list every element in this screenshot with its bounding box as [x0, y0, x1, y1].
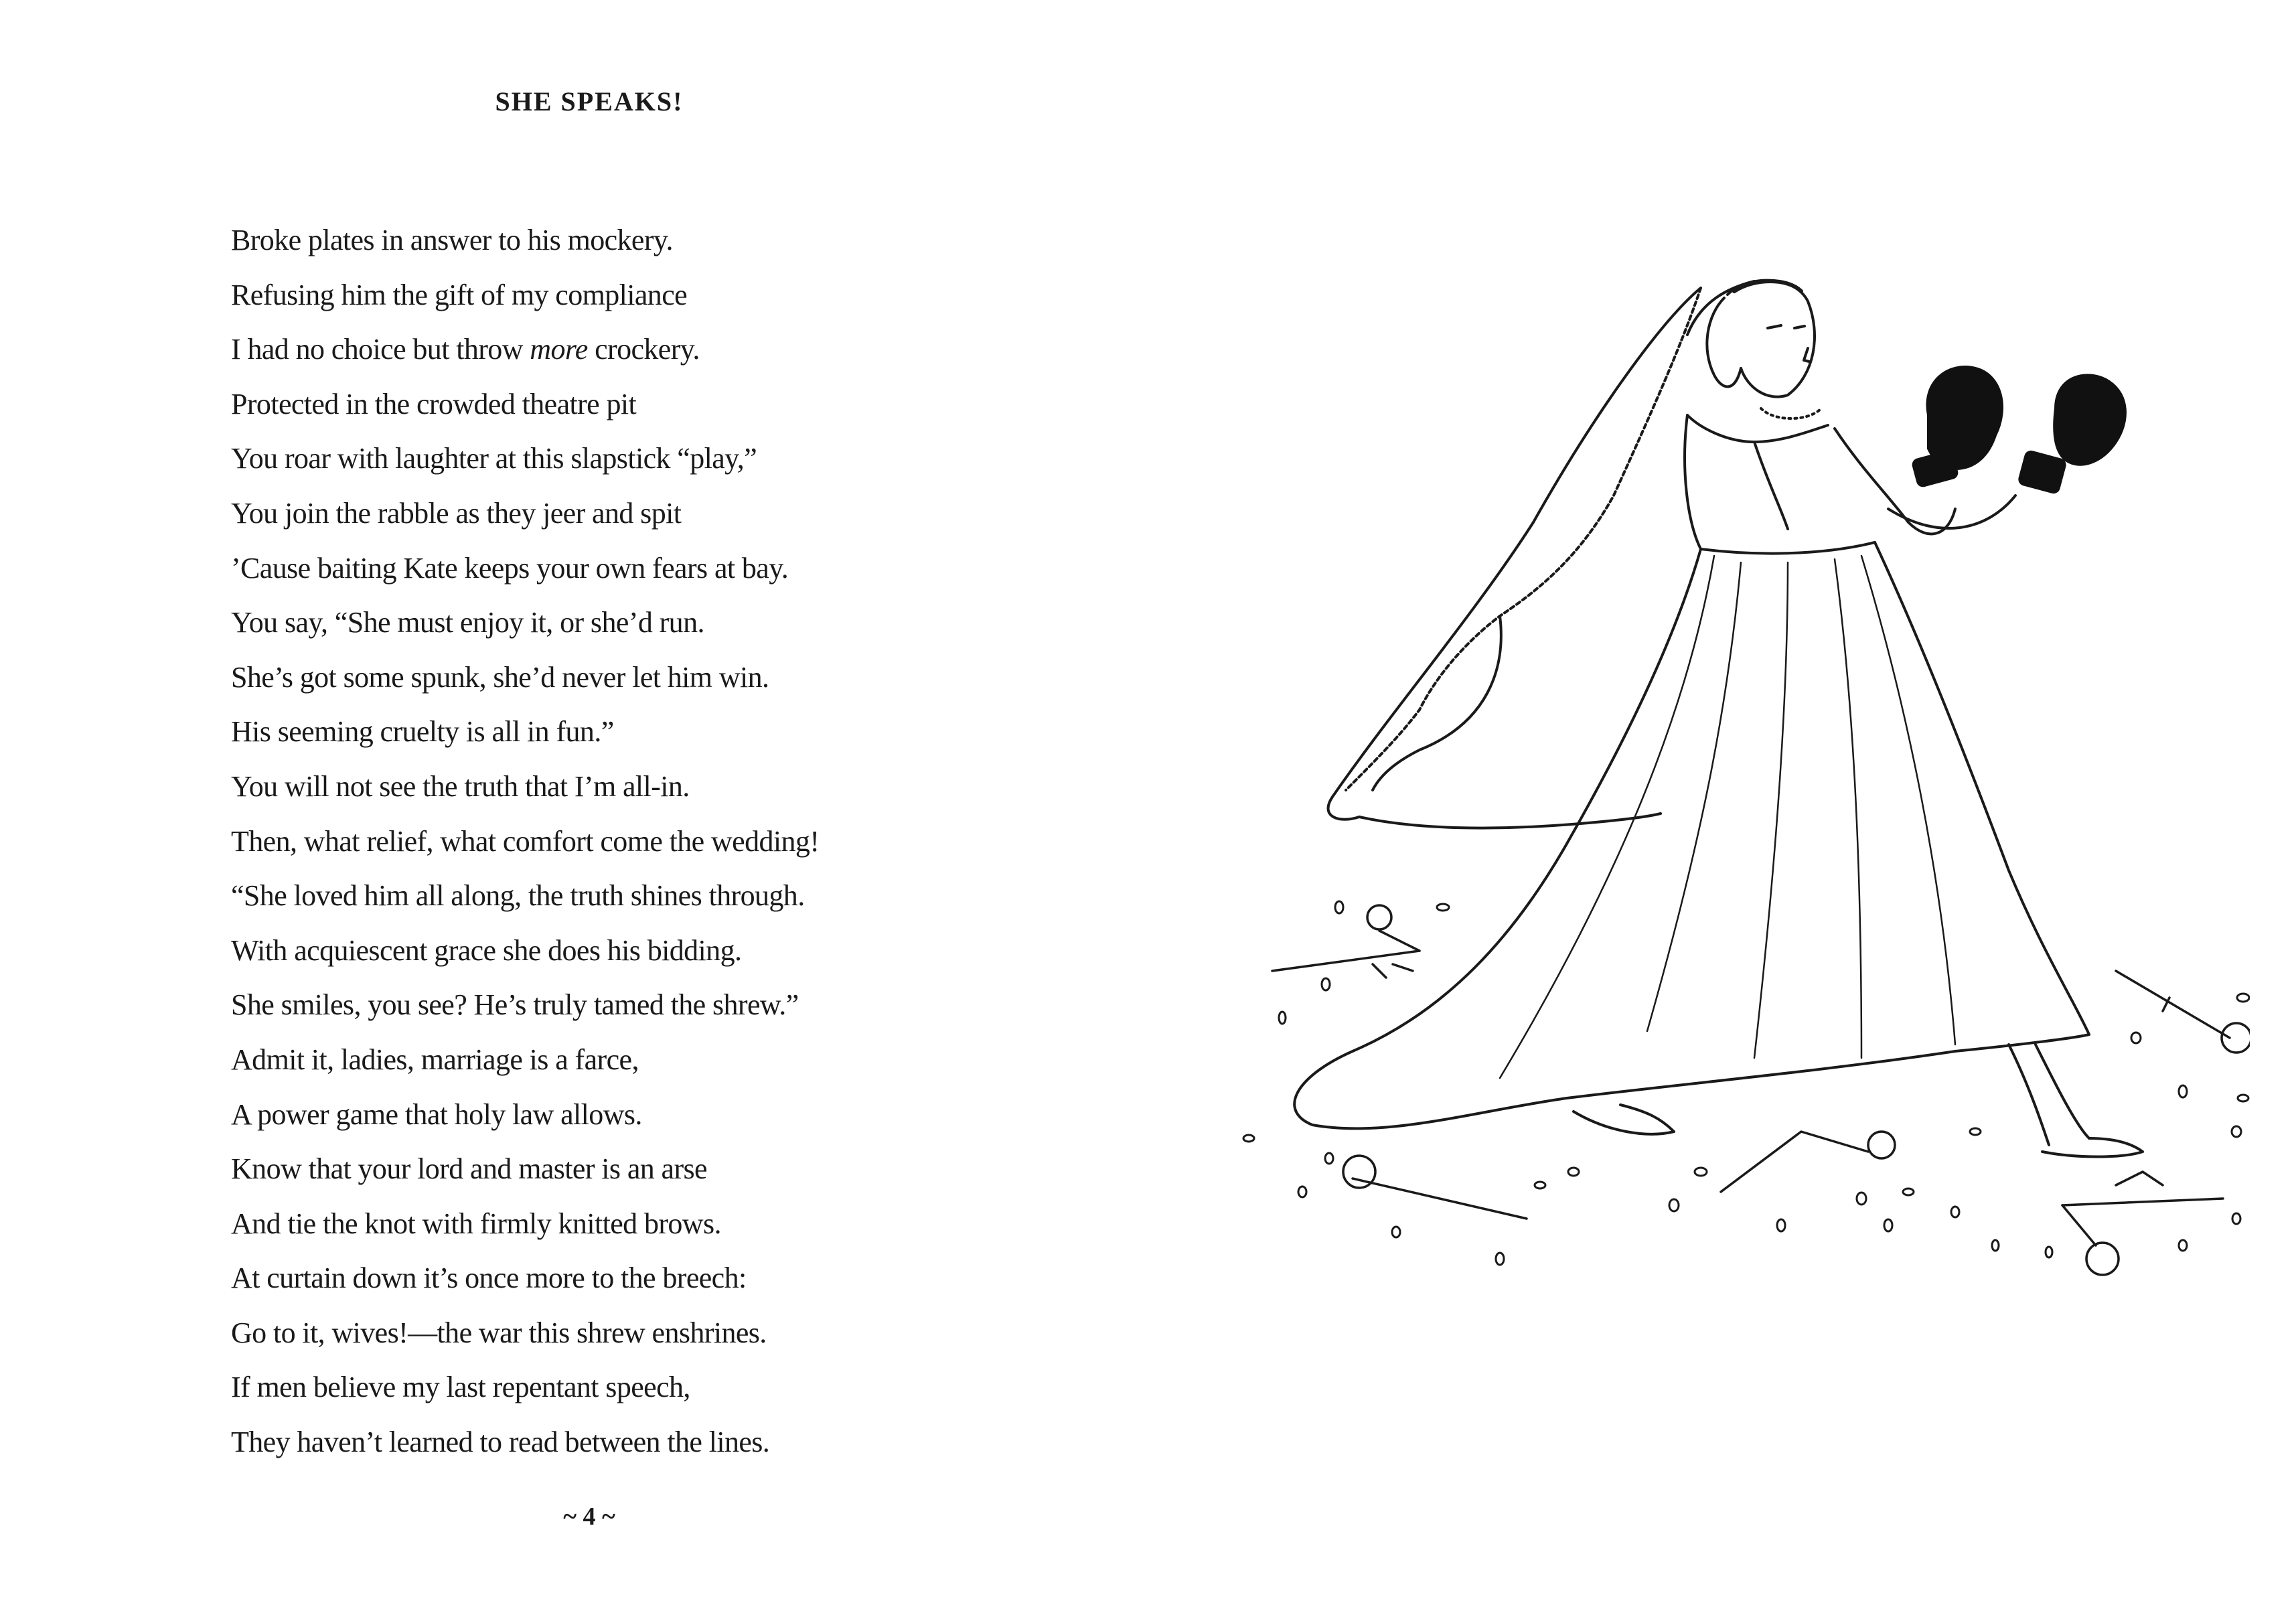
poem-line	[231, 1032, 819, 1087]
poem-line-text: With acquiescent grace she does his bidding.	[231, 933, 742, 967]
poem-line	[231, 1142, 819, 1197]
poem-line-text: You say, “She must enjoy it, or she’d run.	[231, 606, 704, 639]
poem-line	[231, 1087, 819, 1142]
poem-line	[231, 541, 819, 596]
poem-line	[231, 322, 819, 377]
poem-line-text: If men believe my last repentant speech,	[231, 1371, 690, 1404]
poem-line-text: “She loved him all along, the truth shines through.	[231, 879, 805, 913]
poem-line	[231, 978, 819, 1032]
poem-line	[231, 1251, 819, 1306]
poem-line	[231, 759, 819, 814]
poem-line-text: She’s got some spunk, she’d never let him win.	[231, 660, 769, 694]
poem-line-text: Then, what relief, what comfort come the wedding!	[231, 824, 820, 858]
poem-line-text: You will not see the truth that I’m all-in.	[231, 769, 690, 803]
poem-line-text: Broke plates in answer to his mockery.	[231, 224, 673, 256]
poem-line	[231, 650, 819, 705]
poem-line-text: His seeming cruelty is all in fun.”	[231, 715, 614, 749]
bride-boxing-illustration	[1219, 241, 2250, 1533]
boxing-gloves	[1912, 367, 2125, 493]
poem-line	[231, 377, 819, 432]
poem-line-text: Refusing him the gift of my compliance	[231, 278, 688, 311]
poem-line	[231, 595, 819, 650]
poem-body	[231, 213, 819, 1470]
poem-line	[231, 704, 819, 759]
poem-title: SHE SPEAKS!	[495, 86, 684, 117]
poem-line	[231, 814, 819, 869]
poem-line	[231, 1197, 819, 1251]
poem-line-emphasis: more	[530, 333, 588, 366]
poem-line-text: A power game that holy law allows.	[231, 1097, 642, 1131]
poem-line	[231, 1306, 819, 1361]
poem-line-text: Go to it, wives!—the war this shrew enshrines.	[231, 1316, 767, 1349]
page-number: ~ 4 ~	[563, 1503, 615, 1531]
veil-drawing	[1328, 281, 1754, 828]
scattered-roses	[1272, 905, 2250, 1275]
poem-line	[231, 923, 819, 978]
poem-line-text: You roar with laughter at this slapstick “play,”	[231, 442, 757, 475]
poem-line	[231, 1415, 819, 1470]
poem-line	[231, 486, 819, 541]
poem-line	[231, 213, 819, 268]
poem-line-text: And tie the knot with firmly knitted brows.	[231, 1207, 721, 1240]
poem-line	[231, 868, 819, 923]
poem-line-text: She smiles, you see? He’s truly tamed the shrew.”	[231, 988, 799, 1022]
poem-line-text: I had no choice but throw	[231, 333, 530, 366]
head-drawing	[1707, 281, 1821, 418]
legs-drawing	[1574, 1045, 2143, 1157]
poem-line	[231, 1360, 819, 1415]
poem-line	[231, 431, 819, 486]
poem-line-text: Know that your lord and master is an arse	[231, 1152, 707, 1186]
poem-line-text: Protected in the crowded theatre pit	[231, 387, 637, 420]
skirt-drawing	[1294, 542, 2089, 1128]
poem-line-text: At curtain down it’s once more to the breech:	[231, 1261, 747, 1295]
poem-line-text: Admit it, ladies, marriage is a farce,	[231, 1043, 639, 1076]
poem-line-text: crockery.	[587, 333, 700, 366]
poem-line	[231, 268, 819, 323]
poem-line-text: ’Cause baiting Kate keeps your own fears at bay.	[231, 551, 789, 585]
poem-line-text: They haven’t learned to read between the lines.	[231, 1426, 770, 1459]
petals	[1243, 901, 2249, 1265]
poem-line-text: You join the rabble as they jeer and spit	[231, 496, 682, 530]
